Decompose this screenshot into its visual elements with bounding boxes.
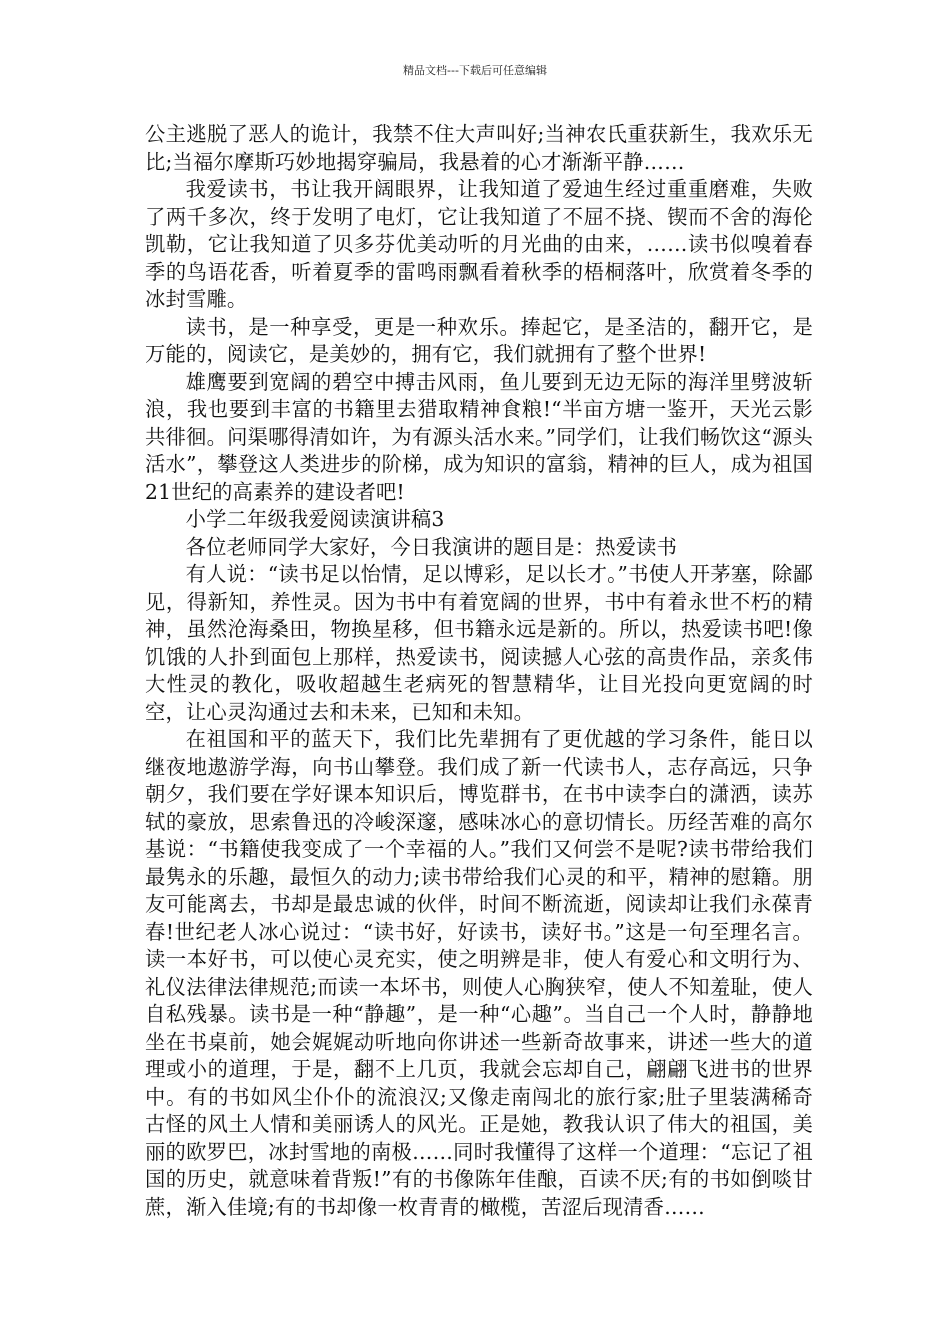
document-body <box>145 121 813 1221</box>
paragraph: 有人说：“读书足以怡情，足以博彩，足以长才。”书使人开茅塞，除鄙见，得新知，养性灵。因为书中有着宽阔的世界，书中有着永世不朽的精神，虽然沧海桑田，物换星移，但书籍永远是新的。所以，热爱读书吧!像饥饿的人扑到面包上那样，热爱读书，阅读撼人心弦的高贵作品，亲炙伟大性灵的教化，吸收超越生老病死的智慧精华，让目光投向更宽阔的时空，让心灵沟通过去和未来，已知和未知。 <box>145 562 813 724</box>
section-title: 小学二年级我爱阅读演讲稿3 <box>185 507 445 531</box>
paragraph: 雄鹰要到宽阔的碧空中搏击风雨，鱼儿要到无边无际的海洋里劈波斩浪，我也要到丰富的书籍里去猎取精神食粮!“半亩方塘一鉴开，天光云影共徘徊。问渠哪得清如许，为有源头活水来。”同学们，让我们畅饮这“源头活水”，攀登这人类进步的阶梯，成为知识的富翁，精神的巨人，成为祖国21世纪的高素养的建设者吧! <box>145 369 813 504</box>
paragraph: 读书，是一种享受，更是一种欢乐。捧起它，是圣洁的，翻开它，是万能的，阅读它，是美妙的，拥有它，我们就拥有了整个世界! <box>145 314 813 366</box>
speech-opening: 各位老师同学大家好，今日我演讲的题目是：热爱读书 <box>185 534 678 559</box>
paragraph: 我爱读书，书让我开阔眼界，让我知道了爱迪生经过重重磨难，失败了两千多次，终于发明了电灯，它让我知道了不屈不挠、锲而不舍的海伦凯勒，它让我知道了贝多芬优美动听的月光曲的由来，……读书似嗅着春季的鸟语花香，听着夏季的雷鸣雨飘看着秋季的梧桐落叶，欣赏着冬季的冰封雪雕。 <box>145 177 813 311</box>
header-note: 精品文档---下载后可任意编辑 <box>403 64 547 77</box>
paragraph: 公主逃脱了恶人的诡计，我禁不住大声叫好;当神农氏重获新生，我欢乐无比;当福尔摩斯巧妙地揭穿骗局，我悬着的心才渐渐平静…… <box>145 122 813 174</box>
paragraph: 在祖国和平的蓝天下，我们比先辈拥有了更优越的学习条件，能日以继夜地遨游学海，向书山攀登。我们成了新一代读书人，志存高远，只争朝夕，我们要在学好课本知识后，博览群书，在书中读李白的潇洒，读苏轼的豪放，思索鲁迅的冷峻深邃，感味冰心的意切情长。历经苦难的高尔基说：“书籍使我变成了一个幸福的人。”我们又何尝不是呢?读书带给我们最隽永的乐趣，最恒久的动力;读书带给我们心灵的和平，精神的慰籍。朋友可能离去，书却是最忠诚的伙伴，时间不断流逝，阅读却让我们永葆青春!世纪老人冰心说过：“读书好，好读书，读好书。”这是一句至理名言。读一本好书，可以使心灵充实，使之明辨是非，使人有爱心和文明行为、礼仪法律法律规范;而读一本坏书，则使人心胸狭窄，使人不知羞耻，使人自私残暴。读书是一种“静趣”，是一种“心趣”。当自己一个人时，静静地坐在书桌前，她会娓娓动听地向你讲述一些新奇故事来，讲述一些大的道理或小的道理，于是，翻不上几页，我就会忘却自己，翩翩飞进书的世界中。有的书如风尘仆仆的流浪汉;又像走南闯北的旅行家;肚子里装满稀奇古怪的风土人情和美丽诱人的风光。正是她，教我认识了伟大的祖国，美丽的欧罗巴，冰封雪地的南极……同时我懂得了这样一个道理：“忘记了祖国的历史，就意味着背叛!”有的书像陈年佳酿，百读不厌;有的书如倒啖甘蔗，渐入佳境;有的书却像一枚青青的橄榄，苦涩后现清香…… <box>145 727 813 1219</box>
